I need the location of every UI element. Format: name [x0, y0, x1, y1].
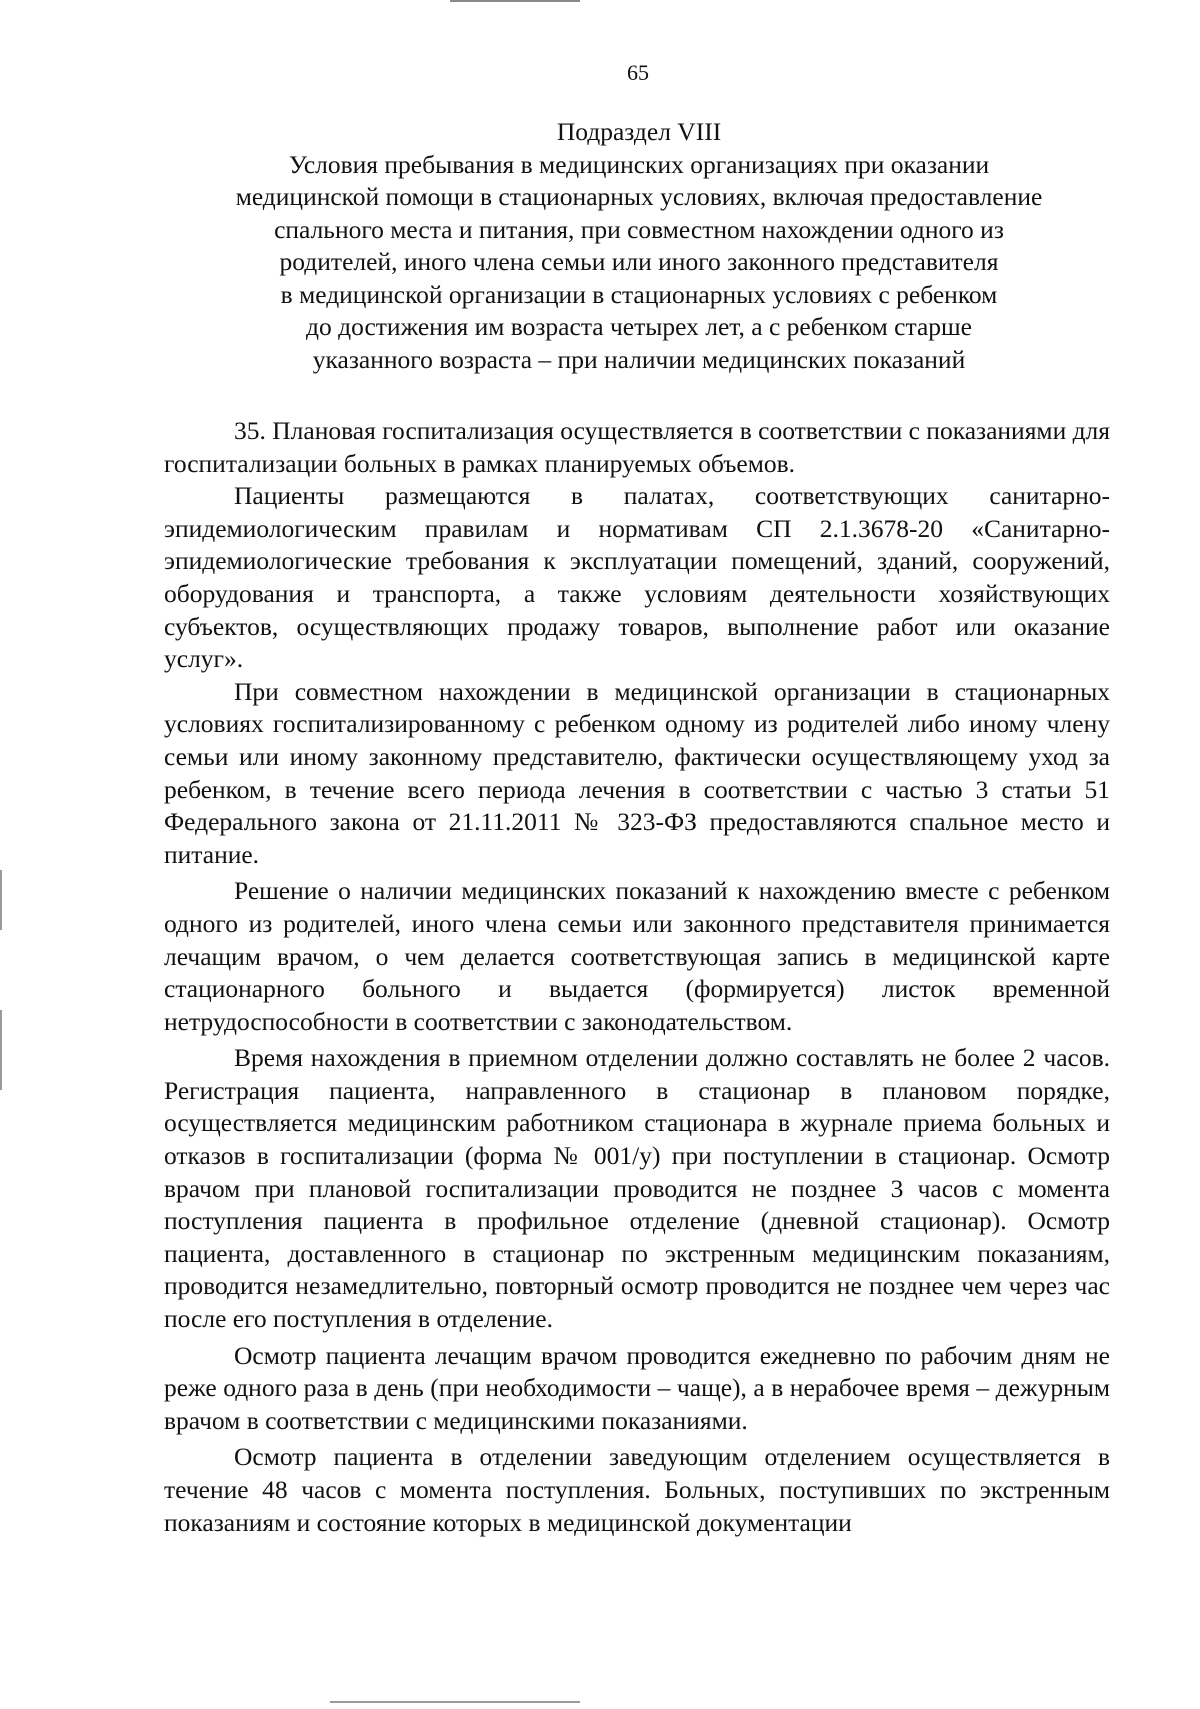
paragraph: Осмотр пациента в отделении заведующим отделением осуществляется в течение 48 часов с момента поступления. Больных, поступивших по экстренным показаниям и состояние которых в медицинской документации [164, 1442, 1110, 1537]
heading-line: Условия пребывания в медицинских организациях при оказании [288, 149, 990, 179]
page-number: 65 [627, 60, 649, 85]
heading-line: медицинской помощи в стационарных условиях, включая предоставление [235, 182, 1043, 211]
heading-line: спального места и питания, при совместном нахождении одного из [274, 214, 1004, 244]
scan-artifact-bottom [330, 1701, 580, 1703]
section-heading [160, 116, 1118, 376]
heading-line: родителей, иного члена семьи или иного законного представителя [279, 247, 999, 276]
paragraph: Время нахождения в приемном отделении должно составлять не более 2 часов. Регистрация пациента, направленного в стационар в плановом порядке, осуществляется медицинским работником стационара в журнале приема больных и отказов в госпитализации (форма № 001/у) при поступлении в стационар. Осмотр врачом при плановой госпитализации проводится не позднее 3 часов с момента поступления пациента в профильное отделение (дневной стационар). Осмотр пациента, доставленного в стационар по экстренным медицинским показаниям, проводится незамедлительно, повторный осмотр проводится не позднее чем через час после его поступления в отделение. [164, 1043, 1110, 1334]
scan-artifact-margin [0, 1010, 2, 1090]
paragraph: При совместном нахождении в медицинской организации в стационарных условиях госпитализированному с ребенком одному из родителей либо иному члену семьи или иному законному представителю, фактически осуществляющему уход за ребенком, в течение всего периода лечения в соответствии с частью 3 статьи 51 Федерального закона от 21.11.2011 № 323-ФЗ предоставляются спальное место и питание. [164, 676, 1110, 869]
paragraph: Пациенты размещаются в палатах, соответствующих санитарно-эпидемиологическим правилам и нормативам СП 2.1.3678-20 «Санитарно-эпидемиологические требования к эксплуатации помещений, зданий, сооружений, оборудования и транспорта, а также условиям деятельности хозяйствующих субъектов, осуществляющих продажу товаров, выполнение работ или оказание услуг». [164, 481, 1110, 674]
heading-line: в медицинской организации в стационарных условиях с ребенком [280, 279, 998, 309]
heading-line: до достижения им возраста четырех лет, а с ребенком старше [306, 312, 972, 341]
heading-line: Подраздел VIII [556, 117, 722, 146]
scan-artifact-top [450, 0, 580, 2]
heading-line: указанного возраста – при наличии медицинских показаний [312, 344, 966, 374]
paragraph: Решение о наличии медицинских показаний к нахождению вместе с ребенком одного из родителей, иного члена семьи или законного представителя принимается лечащим врачом, о чем делается соответствующая запись в медицинской карте стационарного больного и выдается (формируется) листок временной нетрудоспособности в соответствии с законодательством. [164, 876, 1110, 1036]
document-body [164, 415, 1110, 1539]
scan-artifact-margin [0, 870, 2, 930]
paragraph: Осмотр пациента лечащим врачом проводится ежедневно по рабочим дням не реже одного раза в день (при необходимости – чаще), а в нерабочее время – дежурным врачом в соответствии с медицинскими показаниями. [164, 1340, 1110, 1435]
paragraph-35: 35. Плановая госпитализация осуществляется в соответствии с показаниями для госпитализации больных в рамках планируемых объемов. [164, 416, 1111, 478]
